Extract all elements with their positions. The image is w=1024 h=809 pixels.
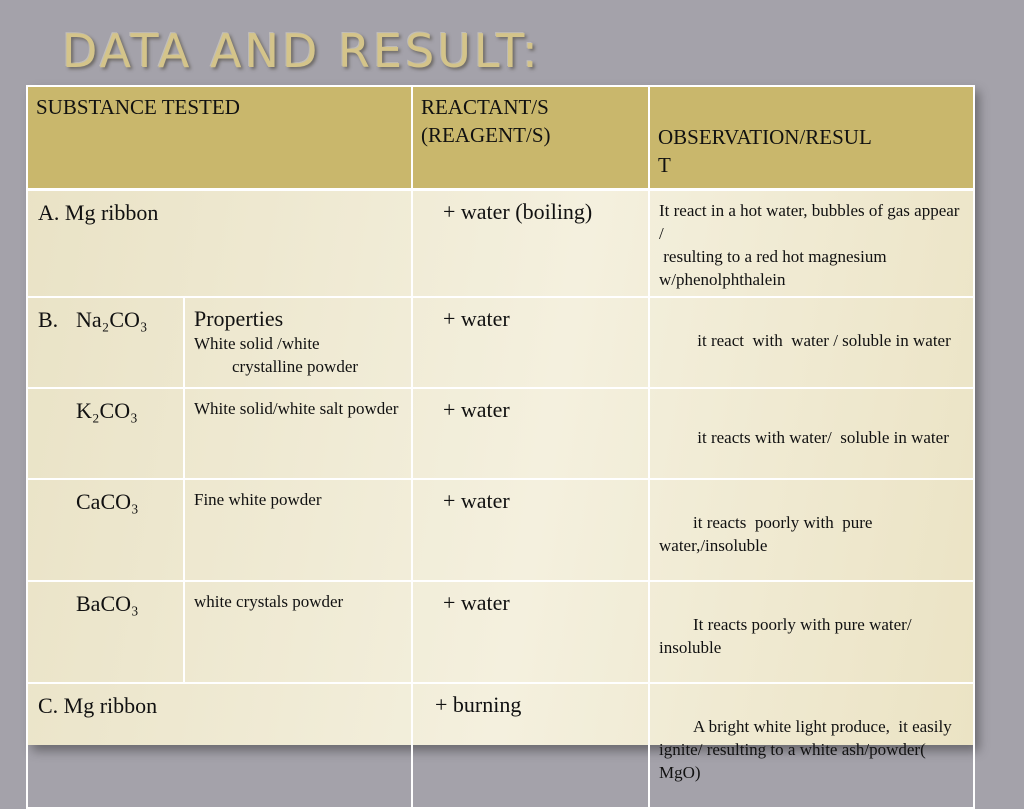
cell-property (184, 388, 412, 479)
substance-caco3: CaCO₃ (76, 489, 139, 514)
property-line2: crystalline powder (232, 357, 359, 376)
reactant-text: + burning (435, 692, 522, 717)
cell-substance (27, 297, 184, 388)
cell-reactant (412, 297, 649, 388)
table-row (27, 581, 974, 683)
header-observation (649, 86, 974, 189)
reactant-text: + water (443, 397, 510, 422)
cell-reactant (412, 479, 649, 581)
observation-text: it reacts poorly with pure water,/insoluble (659, 513, 877, 555)
substance-k2co3: K₂CO₃ (76, 398, 138, 423)
row-letter: B. (38, 307, 59, 332)
header-observation-line2: T (658, 153, 671, 177)
reactant-text: + water (443, 306, 510, 331)
cell-observation (649, 297, 974, 388)
cell-reactant (412, 683, 649, 808)
results-table-container (26, 85, 973, 782)
table-row (27, 189, 974, 297)
substance-baco3: BaCO₃ (76, 591, 139, 616)
observation-line1: It react in a hot water, bubbles of gas appear / (659, 200, 960, 243)
cell-substance (27, 581, 184, 683)
cell-observation (649, 388, 974, 479)
cell-observation (649, 189, 974, 297)
results-table (26, 85, 975, 809)
property-text: Fine white powder (194, 490, 322, 509)
observation-text: A bright white light produce, it easily ignite/ resulting to a white ash/powder( MgO) (659, 717, 956, 782)
cell-observation (649, 683, 974, 808)
cell-substance (27, 388, 184, 479)
header-reactant-line2: (REAGENT/S) (421, 123, 551, 147)
observation-line2: resulting to a red hot magnesium w/phenolphthalein (659, 246, 891, 289)
table-row (27, 479, 974, 581)
substance-mg-ribbon-c: C. Mg ribbon (38, 693, 158, 718)
cell-observation (649, 581, 974, 683)
observation-text: It reacts poorly with pure water/ insoluble (659, 615, 916, 657)
cell-substance (27, 479, 184, 581)
header-reactant-line1: REACTANT/S (421, 95, 549, 119)
table-row (27, 297, 974, 388)
table-header-row (27, 86, 974, 189)
property-text: White solid/white salt powder (194, 399, 399, 418)
cell-property (184, 581, 412, 683)
cell-property (184, 297, 412, 388)
cell-reactant (412, 189, 649, 297)
header-reactant (412, 86, 649, 189)
observation-text: it reacts with water/ soluble in water (693, 428, 949, 447)
table-row (27, 683, 974, 808)
cell-reactant (412, 581, 649, 683)
table-row (27, 388, 974, 479)
property-line1: White solid /white (194, 334, 320, 353)
cell-observation (649, 479, 974, 581)
header-substance-label: SUBSTANCE TESTED (36, 95, 240, 119)
header-observation-line1: OBSERVATION/RESUL (658, 125, 872, 149)
property-text: white crystals powder (194, 592, 344, 611)
slide-title: DATA AND RESULT: (62, 24, 541, 78)
reactant-text: + water (443, 590, 510, 615)
cell-property (184, 479, 412, 581)
property-heading: Properties (194, 306, 284, 331)
cell-substance (27, 683, 412, 808)
observation-text: it react with water / soluble in water (693, 331, 951, 350)
reactant-text: + water (443, 488, 510, 513)
substance-na2co3: Na₂CO₃ (76, 307, 148, 332)
cell-reactant (412, 388, 649, 479)
reactant-text: + water (boiling) (443, 198, 593, 224)
substance-mg-ribbon-a: A. Mg ribbon (38, 199, 159, 225)
cell-substance (27, 189, 412, 297)
header-substance (27, 86, 412, 189)
